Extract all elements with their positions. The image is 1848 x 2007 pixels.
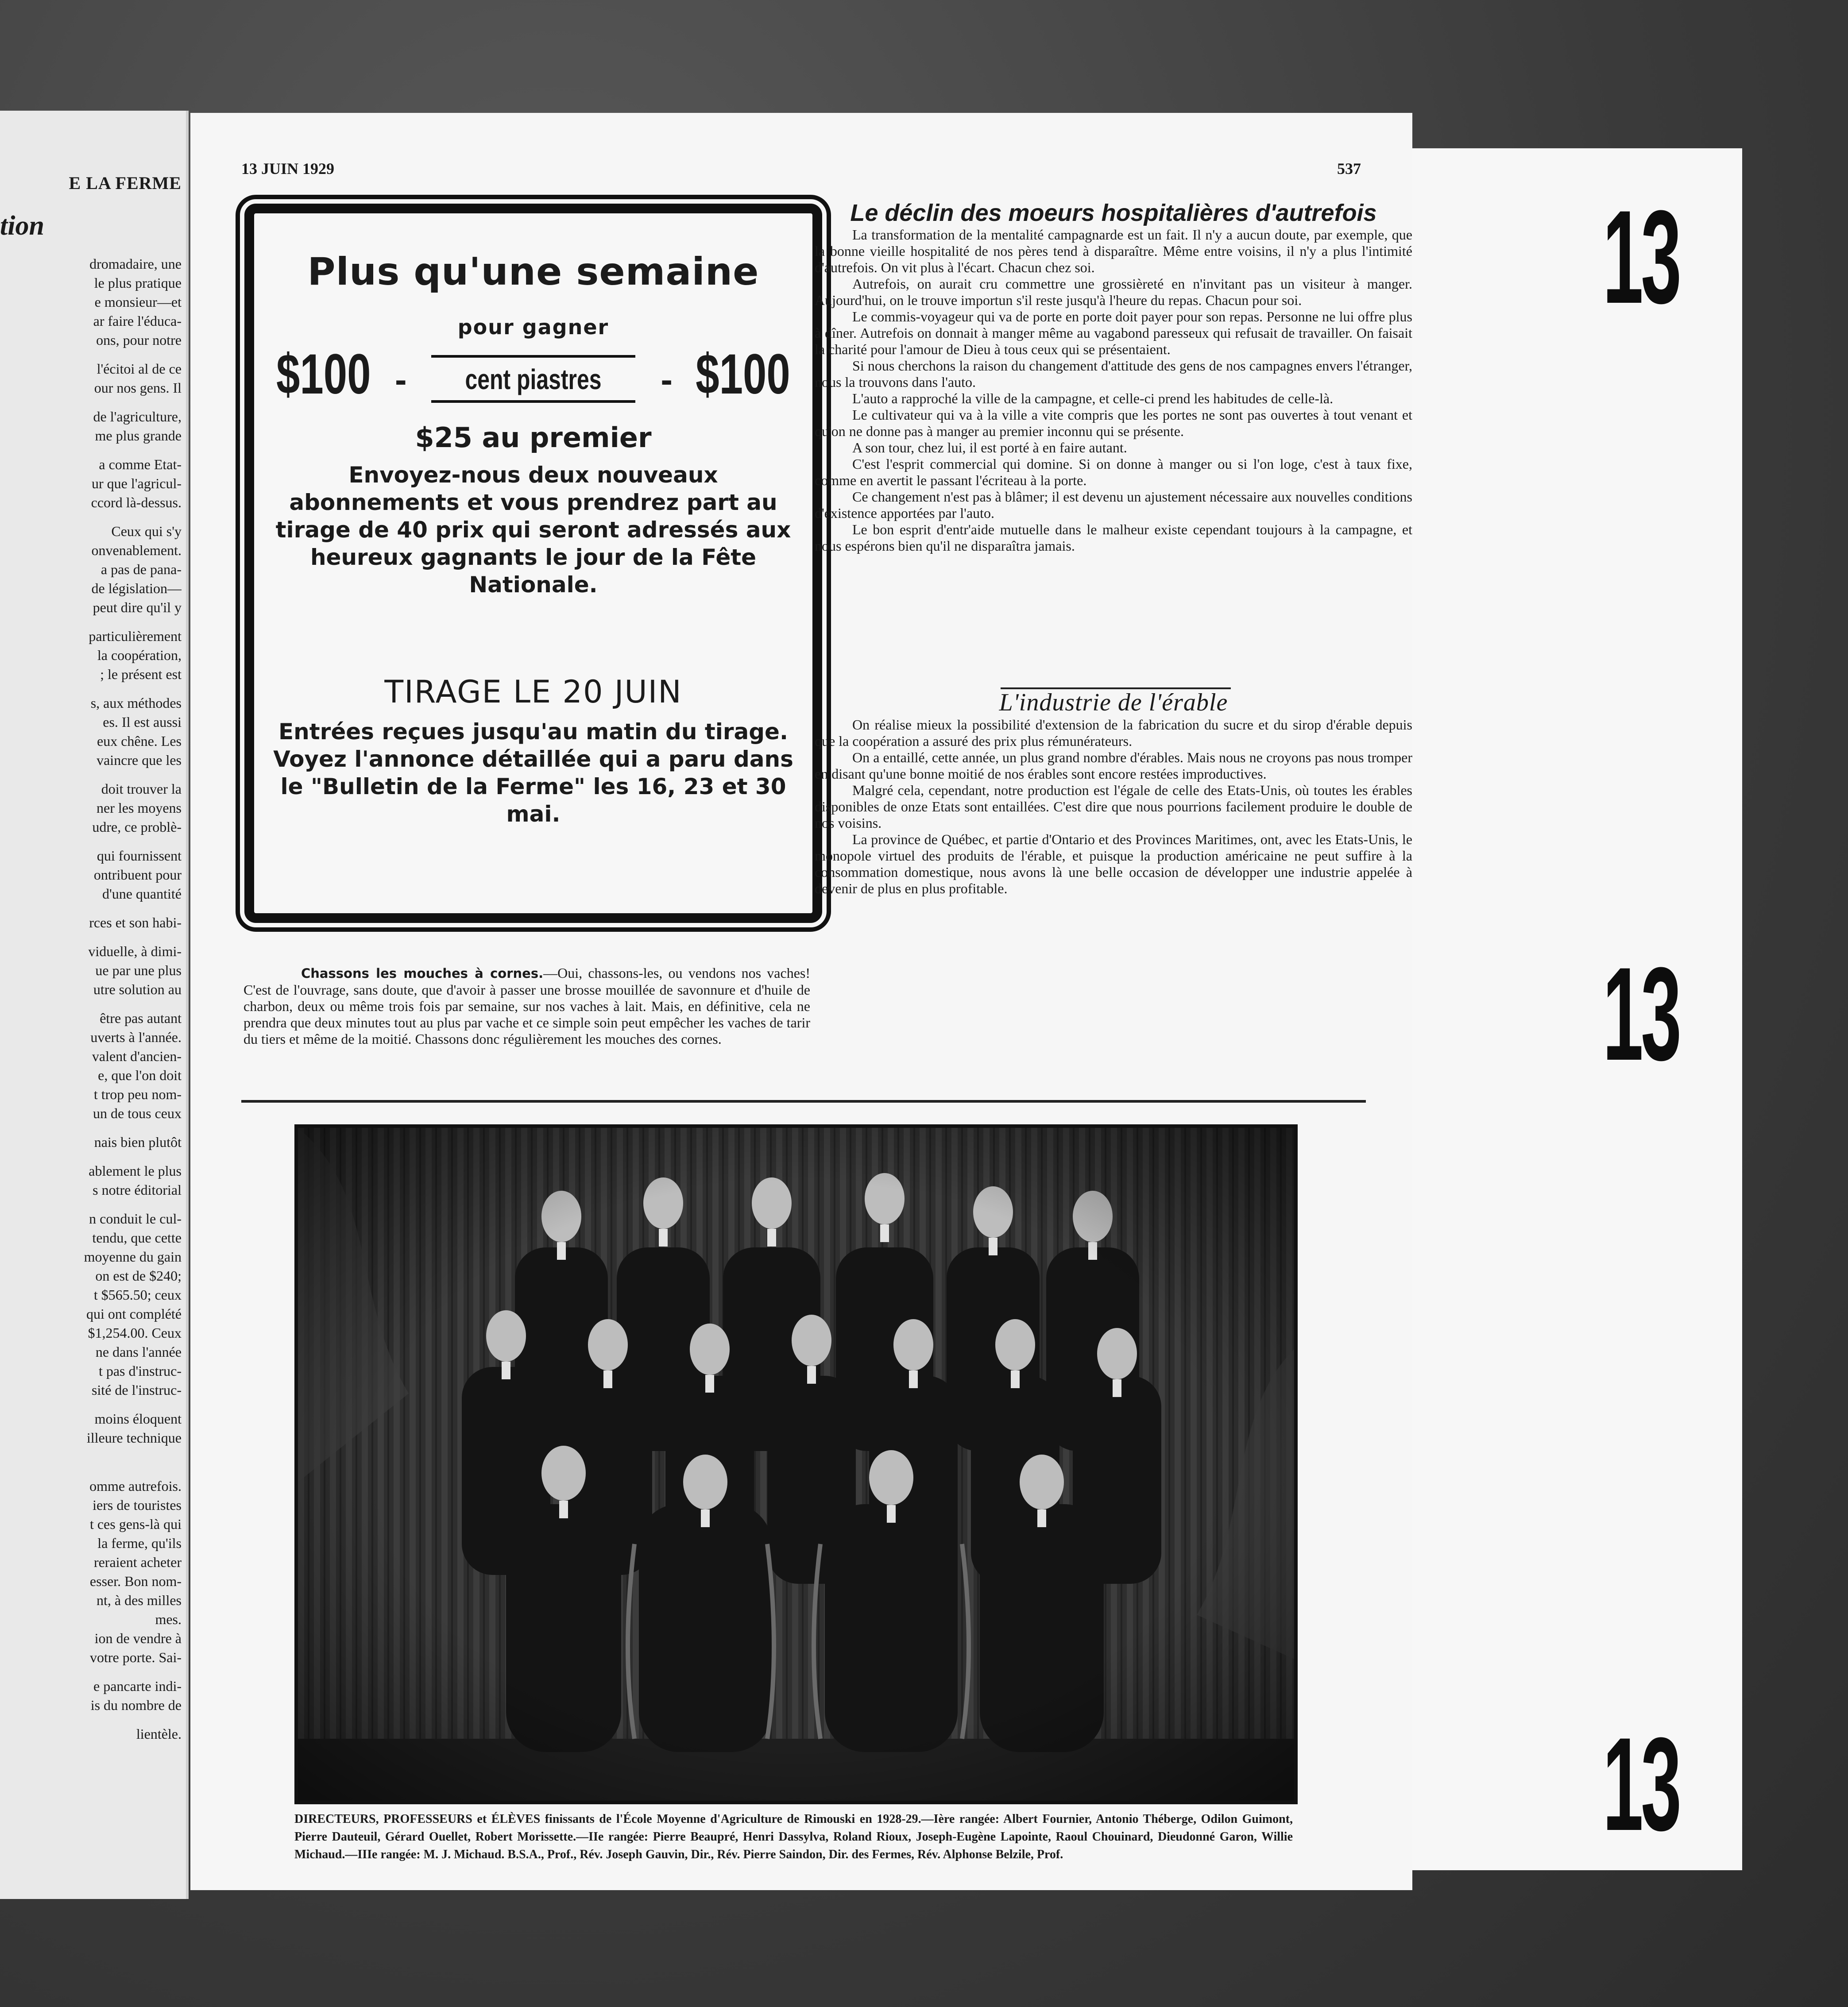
left-page-line: t $565.50; ceux [93,1287,182,1303]
left-page-gap [0,1123,182,1133]
left-page-gap [0,350,182,359]
left-page-line: a pas de pana- [101,561,182,577]
left-page-line: nt, à des milles [97,1592,182,1608]
left-page-line: t pas d'instruc- [98,1363,182,1379]
section-rule [241,1100,1366,1103]
left-page-line: e monsieur—et [94,294,182,310]
article-paragraph: Malgré cela, cependant, notre production est l'égale de celle des Etats-Unis, où toutes les érables disponibles de onze Etats sont entaillées. C'est dire que nous pourrions facilement produire le double de nos voisins. [815,782,1412,831]
left-page-line: doit trouver la [101,781,182,797]
left-page-line: ar faire l'éduca- [93,313,182,329]
left-page-line: ner les moyens [97,800,182,816]
left-page-line: un de tous ceux [93,1105,182,1121]
left-page-gap [0,1400,182,1409]
article-maple [815,688,1412,897]
left-page-gap [0,1152,182,1162]
left-page-gap [0,837,182,846]
left-page-gap [0,1467,182,1477]
page-date: 13 JUIN 1929 [241,160,335,178]
left-page-line: reraient acheter [93,1554,182,1570]
article-paragraph: On réalise mieux la possibilité d'extension de la fabrication du sucre et du sirop d'érable depuis que la coopération a assuré des prix plus rémunérateurs. [815,717,1412,749]
left-page-line: on est de $240; [95,1268,182,1284]
prize-dash-left: - [395,360,407,399]
left-page-gap [0,770,182,780]
article-paragraph: On a entaillé, cette année, un plus grand nombre d'érables. Mais nous ne croyons pas nous tromper en disant qu'une bonne moitié de nos érables sont encore restées improductives. [815,749,1412,782]
left-page-line: ue par une plus [95,962,182,978]
left-page-line: ; le présent est [100,666,182,682]
left-page-text [0,255,182,1744]
left-page-line: our nos gens. Il [94,380,182,396]
left-page-gap [0,445,182,455]
page-number: 537 [1337,160,1361,178]
left-page-line: viduelle, à dimi- [88,943,182,959]
left-page-line: dromadaire, une [89,256,182,272]
left-page-line: eux chêne. Les [97,733,182,749]
contest-subtitle: pour gagner [457,315,609,339]
contest-body: Envoyez-nous deux nouveaux abonnements et vous prendrez part au tirage de 40 prix qui seront adressés aux heureux gagnants le jour de la Fête Nationale. [275,462,791,598]
left-page-line: t ces gens-là qui [89,1516,182,1532]
left-page-line: la ferme, qu'ils [97,1535,182,1551]
left-page-line: moyenne du gain [84,1249,182,1265]
contest-entries: Entrées reçues jusqu'au matin du tirage. Voyez l'annonce détaillée qui a paru dans le "Bulletin de la Ferme" les 16, 23 et 30 mai. [273,719,793,827]
prize-dash-right: - [661,360,673,399]
left-page-line: ontribuent pour [93,867,182,883]
left-page-line: être pas autant [100,1010,182,1026]
article-paragraph: Autrefois, on aurait cru commettre une grossièreté en n'invitant pas un visiteur à manger. Aujourd'hui, on le trouve importun s'il reste jusqu'à l'heure du repas. Chacun pour soi. [815,276,1412,308]
article-paragraph: Le bon esprit d'entr'aide mutuelle dans le malheur existe cependant toujours à la campagne, et nous espérons bien qu'il ne disparaîtra jamais. [815,521,1412,554]
left-page-line: ons, pour notre [96,332,182,348]
left-page-gap [0,1667,182,1677]
left-page-line: tendu, que cette [92,1230,182,1246]
left-page-line: qui ont complété [86,1306,182,1322]
left-page-line: uverts à l'année. [90,1029,182,1045]
left-page-line: qui fournissent [97,848,182,864]
article-title: L'industrie de l'érable [999,689,1228,716]
left-page-line: ur que l'agricul- [91,475,182,491]
left-page-gap [0,1200,182,1209]
left-page-gap [0,512,182,522]
left-page-title: tion [0,211,44,241]
contest-draw-date: TIRAGE LE 20 JUIN [384,674,682,710]
left-page-line: d'une quantité [102,886,182,902]
article-paragraph: Le commis-voyageur qui va de porte en porte doit payer pour son repas. Personne ne lui offre plus à dîner. Autrefois on donnait à manger même au vagabond paresseux qui refusait de travailler. On faisait la charité pour l'amour de Dieu à tous ceux qui se présentaient. [815,309,1412,357]
frame-marker-strip [1408,148,1742,1870]
contest-prize-line [254,343,812,408]
prize-amount-right: $100 [696,343,790,406]
left-page-line: e pancarte indi- [93,1678,182,1694]
left-page-gap [0,1715,182,1725]
left-page-line: $1,254.00. Ceux [88,1325,182,1341]
left-page-line: particulièrement [89,628,182,644]
article-paragraph: La province de Québec, et partie d'Ontario et des Provinces Maritimes, ont, avec les Etats-Unis, le monopole virtuel des produits de l'érable, et puisque la production américaine ne peut suffire à la consommation domestique, nous avons là une belle occasion de développer une industrie appelée à devenir de plus en plus profitable. [815,831,1412,896]
article-paragraph: A son tour, chez lui, il est porté à en faire autant. [852,440,1127,455]
left-page-line: onvenablement. [91,542,182,558]
left-page-gap [0,999,182,1009]
left-page-line: is du nombre de [90,1697,182,1713]
article-paragraph: Ce changement n'est pas à blâmer; il est devenu un ajustement nécessaire aux nouvelles conditions d'existence apportées par l'auto. [815,489,1412,521]
left-page-line: me plus grande [95,428,182,444]
left-page-line: moins éloquent [94,1411,182,1427]
article-hospitality [815,199,1412,554]
left-page-line: ablement le plus [89,1163,182,1179]
article-paragraph: C'est l'esprit commercial qui domine. Si on donne à manger ou si l'on loge, c'est à taux fixe, comme en avertit le passant l'écriteau à la porte. [815,456,1412,488]
left-page-line: de législation— [91,580,182,596]
newspaper-page [190,113,1412,1890]
left-page-line: n conduit le cul- [89,1211,182,1227]
left-page-line: lientèle. [136,1726,182,1742]
left-page-gap [0,932,182,942]
left-page-line: illeure technique [86,1430,182,1446]
left-page-line: s, aux méthodes [90,695,182,711]
left-page-header: E LA FERME [69,173,182,193]
contest-first-prize: $25 au premier [415,421,652,454]
left-page-line: valent d'ancien- [92,1048,182,1064]
group-photo-image [298,1128,1294,1801]
left-page-gap [0,1457,182,1467]
left-page-gap [0,684,182,694]
left-page-line: esser. Bon nom- [89,1573,182,1589]
left-page-gap [0,903,182,913]
left-page-line: Ceux qui s'y [111,523,182,539]
frame-number-marker: 13 [1603,939,1679,1088]
prize-rule-bottom [431,400,635,403]
left-page-line: mes. [155,1611,182,1627]
article-paragraph: Si nous cherchons la raison du changement d'attitude des gens de nos campagnes envers l'étranger, nous la trouvons dans l'auto. [815,358,1412,390]
prize-amount-words: cent piastres [465,363,602,395]
left-page-line: la coopération, [97,647,182,663]
left-page-line: ne dans l'année [95,1344,182,1360]
left-page-line: le plus pratique [94,275,182,291]
horn-flies-lead: Chassons les mouches à cornes. [301,966,544,981]
left-page-line: peut dire qu'il y [93,599,182,615]
frame-number-marker: 13 [1603,1710,1679,1858]
left-page-fragment [0,111,189,1899]
left-page-line: nais bien plutôt [94,1134,182,1150]
left-page-line: t trop peu nom- [93,1086,182,1102]
contest-advert-box [244,204,822,923]
left-page-line: vaincre que les [97,752,182,768]
contest-title: Plus qu'une semaine [307,250,759,294]
article-paragraph: L'auto a rapproché la ville de la campagne, et celle-ci prend les habitudes de celle-là. [852,390,1334,406]
left-page-gap [0,617,182,627]
photo-caption: DIRECTEURS, PROFESSEURS et ÉLÈVES finissants de l'École Moyenne d'Agriculture de Rimouski en 1928-29.—Ière rangée: Albert Fournier, Antonio Théberge, Odilon Guimont, Pierre Dauteuil, Gérard Ouellet, Robert Morissette.—IIe rangée: Pierre Beaupré, Henri Dassylva, Roland Rioux, Joseph-Eugène Lapointe, Raoul Chouinard, Dieudonné Garon, Willie Michaud.—IIIe rangée: M. J. Michaud. B.S.A., Prof., Rév. Joseph Gauvin, Dir., Rév. Pierre Saindon, Dir. des Fermes, Rév. Alphonse Belzile, Prof. [294,1812,1293,1861]
left-page-line: de l'agriculture, [93,409,182,425]
left-page-line: s notre éditorial [93,1182,182,1198]
group-photograph [294,1124,1298,1804]
left-page-gap [0,1447,182,1457]
article-title: Le déclin des moeurs hospitalières d'autrefois [850,200,1377,226]
left-page-line: udre, ce problè- [92,819,182,835]
left-page-line: ccord là-dessus. [91,494,182,510]
left-page-line: a comme Etat- [99,456,182,472]
article-paragraph: Le cultivateur qui va à la ville a vite compris que les portes ne sont pas ouvertes à tout venant et qu'on ne donne pas à manger au premier inconnu qui se présente. [815,407,1412,439]
left-page-line: omme autrefois. [89,1478,182,1494]
left-page-line: l'écitoi al de ce [97,361,182,377]
prize-rule-top [431,355,635,358]
left-page-line: votre porte. Sai- [89,1649,182,1665]
horn-flies-paragraph [244,965,810,1047]
horn-flies-text: —Oui, chassons-les, ou vendons nos vaches! C'est de l'ouvrage, sans doute, que d'avoir à passer une brosse mouillée de savonnure et d'huile de charbon, deux ou même trois fois par semaine, sur nos vaches à lait. Mais, en définitive, cela ne prendra que deux minutes tout au plus par vache et ce simple soin peut empêcher les vaches de tarir du tiers et même de la moitié. Chassons donc régulièrement les mouches des cornes. [244,965,810,1047]
left-page-line: e, que l'on doit [98,1067,182,1083]
left-page-line: ion de vendre à [94,1630,182,1646]
left-page-line: iers de touristes [93,1497,182,1513]
left-page-gap [0,398,182,407]
prize-amount-left: $100 [276,343,371,406]
article-paragraph: La transformation de la mentalité campagnarde est un fait. Il n'y a aucun doute, par exemple, que la bonne vieille hospitalité de nos pères tend à disparaître. Même entre voisins, il n'y a plus l'intimité d'autrefois. On vit plus à l'écart. Chacun chez soi. [815,227,1412,275]
left-page-line: utre solution au [93,981,182,997]
left-page-line: es. Il est aussi [103,714,182,730]
left-page-line: rces et son habi- [89,915,182,930]
left-page-line: sité de l'instruc- [91,1382,182,1398]
frame-number-marker: 13 [1603,182,1679,331]
